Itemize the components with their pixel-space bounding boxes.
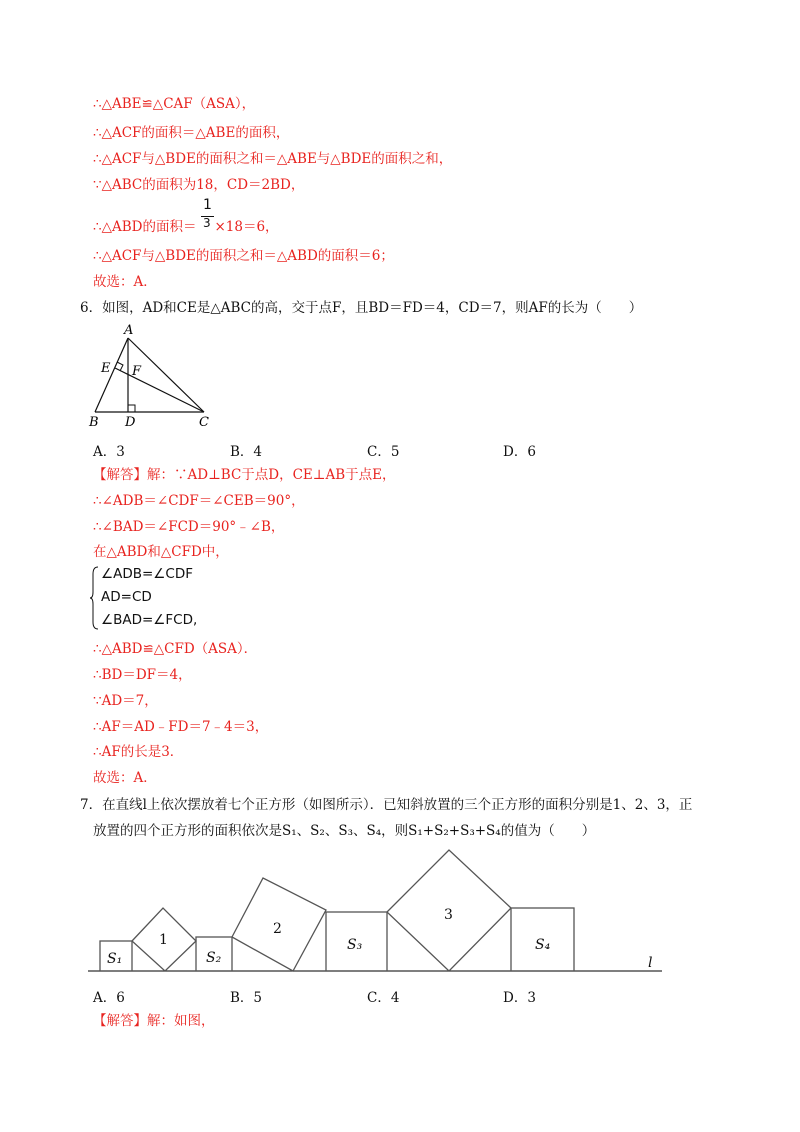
label-s4: S₄ (535, 937, 551, 953)
option-b[interactable]: B．5 (230, 990, 263, 1006)
option-d[interactable]: D．6 (503, 444, 536, 460)
answer-tag: 【解答】 (93, 1013, 147, 1029)
label-E: E (101, 361, 111, 376)
solution-line: 在△ABD和△CFD中， (93, 544, 229, 560)
question-6-stem: 6．如图，AD和CE是△ABC的高，交于点F，且BD＝FD＝4，CD＝7，则AF的长为（ ） (80, 300, 643, 316)
label-F: F (132, 364, 142, 379)
label-line-l: l (648, 955, 653, 971)
system-row: ∠BAD=∠FCD, (101, 612, 198, 628)
solution-line: ∴△ABD≌△CFD（ASA）． (93, 641, 258, 657)
label-s3: S₃ (347, 937, 363, 953)
triangle-figure (82, 318, 222, 433)
label-C: C (199, 415, 209, 430)
system-row: ∠ADB=∠CDF (101, 566, 193, 582)
fraction-suffix: ×18＝6， (214, 219, 279, 235)
solution-line: ∵AD＝7， (93, 693, 158, 709)
question-7-stem-cont: 放置的四个正方形的面积依次是S₁、S₂、S₃、S₄，则S₁+S₂+S₃+S₄的值为（ ） (93, 823, 596, 839)
solution-line: ∴△ABE≌△CAF（ASA）， (93, 96, 256, 112)
label-area-2: 2 (273, 921, 282, 937)
label-area-3: 3 (444, 907, 453, 923)
solution-line: ∴△ACF与△BDE的面积之和＝△ABD的面积＝6； (93, 248, 394, 264)
solution-line: ∵△ABC的面积为18，CD＝2BD， (93, 177, 305, 193)
label-D: D (125, 415, 136, 430)
brace-icon (90, 566, 100, 630)
solution-line: 故选：A． (93, 770, 157, 786)
option-b[interactable]: B．4 (230, 444, 263, 460)
fraction-line (93, 218, 279, 236)
solution-line: ∴△ACF与△BDE的面积之和＝△ABE与△BDE的面积之和， (93, 151, 453, 167)
answer-tag: 【解答】 (93, 467, 147, 483)
option-c[interactable]: C．5 (367, 444, 400, 460)
fraction-prefix: ∴△ABD的面积＝ (93, 219, 197, 235)
label-B: B (89, 415, 99, 430)
label-area-1: 1 (159, 932, 168, 948)
option-d[interactable]: D．3 (503, 990, 536, 1006)
label-s1: S₁ (107, 951, 123, 967)
fraction-denominator: 3 (203, 216, 211, 230)
solution-line: ∴BD＝DF＝4， (93, 667, 192, 683)
answer-text: 解：如图， (147, 1013, 215, 1029)
option-a[interactable]: A．6 (93, 990, 125, 1006)
fraction-numerator: 1 (203, 197, 212, 213)
answer-line (93, 1012, 215, 1030)
label-A: A (124, 323, 134, 338)
solution-line: ∴AF＝AD﹣FD＝7﹣4＝3， (93, 719, 269, 735)
option-c[interactable]: C．4 (367, 990, 400, 1006)
question-7-stem: 7．在直线l上依次摆放着七个正方形（如图所示）．已知斜放置的三个正方形的面积分别是1、2、3，正 (80, 797, 693, 813)
solution-line: 故选：A． (93, 274, 157, 290)
system-row: AD=CD (101, 589, 152, 605)
option-a[interactable]: A．3 (93, 444, 125, 460)
answer-line (93, 466, 396, 484)
solution-line: ∴∠BAD＝∠FCD＝90°﹣∠B， (93, 519, 285, 535)
solution-line: ∴∠ADB＝∠CDF＝∠CEB＝90°， (93, 493, 305, 509)
solution-line: ∴△ACF的面积＝△ABE的面积， (93, 125, 290, 141)
answer-text: 解：∵AD⊥BC于点D，CE⊥AB于点E， (147, 467, 396, 483)
solution-line: ∴AF的长是3． (93, 744, 184, 760)
squares-figure (0, 845, 800, 980)
label-s2: S₂ (206, 950, 222, 966)
